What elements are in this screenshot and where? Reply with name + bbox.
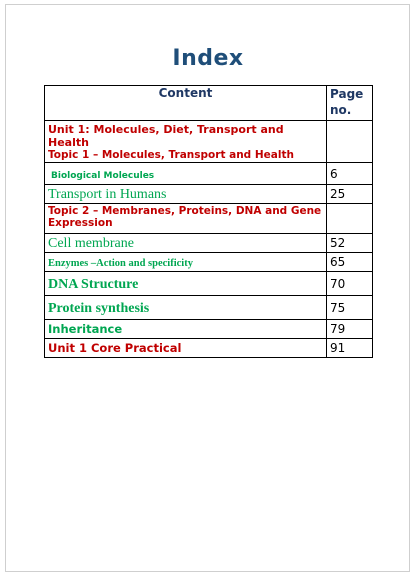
- row-page: 6: [327, 163, 373, 185]
- row-page: 52: [327, 234, 373, 253]
- table-row: [45, 253, 373, 272]
- topic-1-heading: Topic 1 – Molecules, Transport and Health: [48, 149, 294, 161]
- table-row: [45, 320, 373, 339]
- row-page: 75: [327, 296, 373, 320]
- table-header-row: [45, 86, 373, 121]
- row-content: [45, 339, 327, 358]
- row-label: DNA Structure: [48, 276, 139, 292]
- row-content: [45, 204, 327, 234]
- table-row: [45, 339, 373, 358]
- page-title: Index: [172, 46, 244, 71]
- table-row: [45, 163, 373, 185]
- table-row: [45, 234, 373, 253]
- row-content: [45, 234, 327, 253]
- row-page: 65: [327, 253, 373, 272]
- row-content: [45, 272, 327, 296]
- unit-1-heading: Unit 1: Molecules, Diet, Transport and Health: [48, 123, 284, 149]
- header-page-no: Page no.: [327, 86, 373, 121]
- row-page: 70: [327, 272, 373, 296]
- row-content: [45, 121, 327, 163]
- row-page: 91: [327, 339, 373, 358]
- header-content: Content: [45, 86, 327, 121]
- row-content: [45, 185, 327, 204]
- row-label: Transport in Humans: [48, 187, 167, 202]
- row-page: [327, 121, 373, 163]
- row-content: [45, 320, 327, 339]
- table-row: [45, 272, 373, 296]
- table-row: [45, 121, 373, 163]
- row-label: Protein synthesis: [48, 300, 150, 316]
- row-page: 79: [327, 320, 373, 339]
- index-table: [44, 85, 373, 358]
- topic-2-heading: Topic 2 – Membranes, Proteins, DNA and Gene Expression: [48, 205, 322, 229]
- table-row: [45, 185, 373, 204]
- row-page: 25: [327, 185, 373, 204]
- row-content: [45, 163, 327, 185]
- table-row: [45, 204, 373, 234]
- table-row: [45, 296, 373, 320]
- row-label: Enzymes –Action and specificity: [48, 258, 193, 269]
- row-content: [45, 253, 327, 272]
- row-label: Unit 1 Core Practical: [48, 341, 182, 355]
- row-label: Cell membrane: [48, 236, 134, 251]
- row-page: [327, 204, 373, 234]
- row-label: Biological Molecules: [51, 170, 155, 181]
- row-content: [45, 296, 327, 320]
- row-label: Inheritance: [48, 322, 123, 336]
